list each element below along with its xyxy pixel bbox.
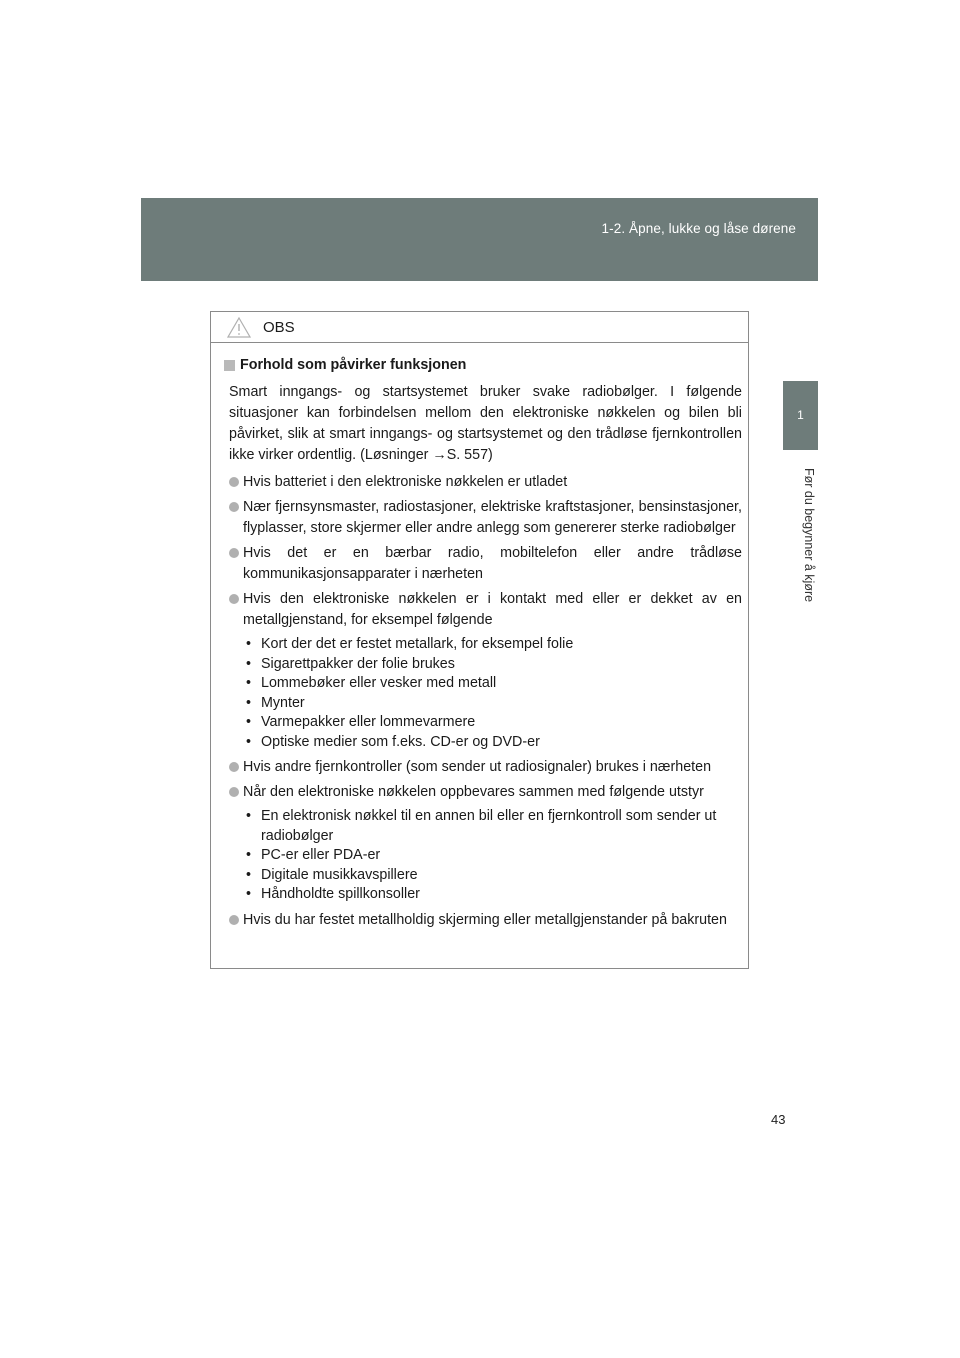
section-title [224,355,742,376]
list-item [224,589,742,631]
sub-list-item: • En elektronisk nøkkel til en annen bil eller en fjernkontroll som sender ut radiobølger [246,808,717,844]
list-item [224,543,742,585]
list-item [224,472,742,493]
list-item-text: Hvis det er en bærbar radio, mobiltelefon eller andre trådløse kommunikasjonsapparater i nærheten [243,545,742,582]
sub-list-equipment [224,807,742,905]
circle-bullet-icon [229,594,239,604]
chapter-title: 1-2. Åpne, lukke og låse dørene [601,221,796,236]
circle-bullet-icon [229,787,239,797]
section-title-text: Forhold som påvirker funksjonen [240,357,467,373]
obs-notice-box [210,311,749,969]
sub-list-metal [224,635,742,752]
list-item-text: Hvis andre fjernkontroller (som sender ut radiosignaler) brukes i nærheten [243,759,712,775]
sub-list-item: • Optiske medier som f.eks. CD-er og DVD-er [246,733,540,750]
list-item-text: Hvis batteriet i den elektroniske nøkkelen er utladet [243,474,568,490]
sub-list-item: • Lommebøker eller vesker med metall [246,675,497,691]
list-item-text: Hvis du har festet metallholdig skjerming eller metallgjenstander på bakruten [243,911,727,928]
list-item [224,497,742,539]
list-item [224,757,742,778]
sub-list-item: • Håndholdte spillkonsoller [246,886,420,902]
sub-list-item: • Kort der det er festet metallark, for eksempel folie [246,636,574,652]
chapter-header [141,198,818,281]
circle-bullet-icon [229,915,239,925]
chapter-side-label: Før du begynner å kjøre [802,468,816,603]
intro-paragraph: Smart inngangs- og startsystemet bruker svake radiobølger. I følgende situasjoner kan forbindelsen mellom den elektroniske nøkkelen og bilen bli påvirket, slik at smart inngangs- og startsystemet og den trådløse fjernkontrollen ikke virker ordentlig. (Løsninger →S. 557) [229,384,742,463]
page-number: 43 [771,1112,786,1127]
chapter-tab: 1 [783,381,818,450]
list-item [224,782,742,803]
obs-header [211,312,748,343]
obs-label: OBS [263,319,295,336]
list-item [224,910,742,931]
list-item-text: Nær fjernsynsmaster, radiostasjoner, elektriske kraftstasjoner, bensinstasjoner, flyplasser, store skjermer eller andre anlegg som genererer sterke radiobølger [243,499,742,536]
sub-list-item: • Mynter [246,694,305,711]
circle-bullet-icon [229,762,239,772]
sub-list-item: • Digitale musikkavspillere [246,866,418,883]
sub-list-item: • Varmepakker eller lommevarmere [246,714,476,730]
circle-bullet-icon [229,502,239,512]
circle-bullet-icon [229,477,239,487]
square-bullet-icon [224,360,235,371]
list-item-text: Hvis den elektroniske nøkkelen er i kontakt med eller er dekket av en metallgjenstand, for eksempel følgende [243,591,742,628]
warning-triangle-icon [227,317,251,338]
circle-bullet-icon [229,548,239,558]
list-item-text: Når den elektroniske nøkkelen oppbevares sammen med følgende utstyr [243,784,704,800]
sub-list-item: • PC-er eller PDA-er [246,847,381,863]
sub-list-item: • Sigarettpakker der folie brukes [246,655,455,672]
obs-body [211,343,748,931]
